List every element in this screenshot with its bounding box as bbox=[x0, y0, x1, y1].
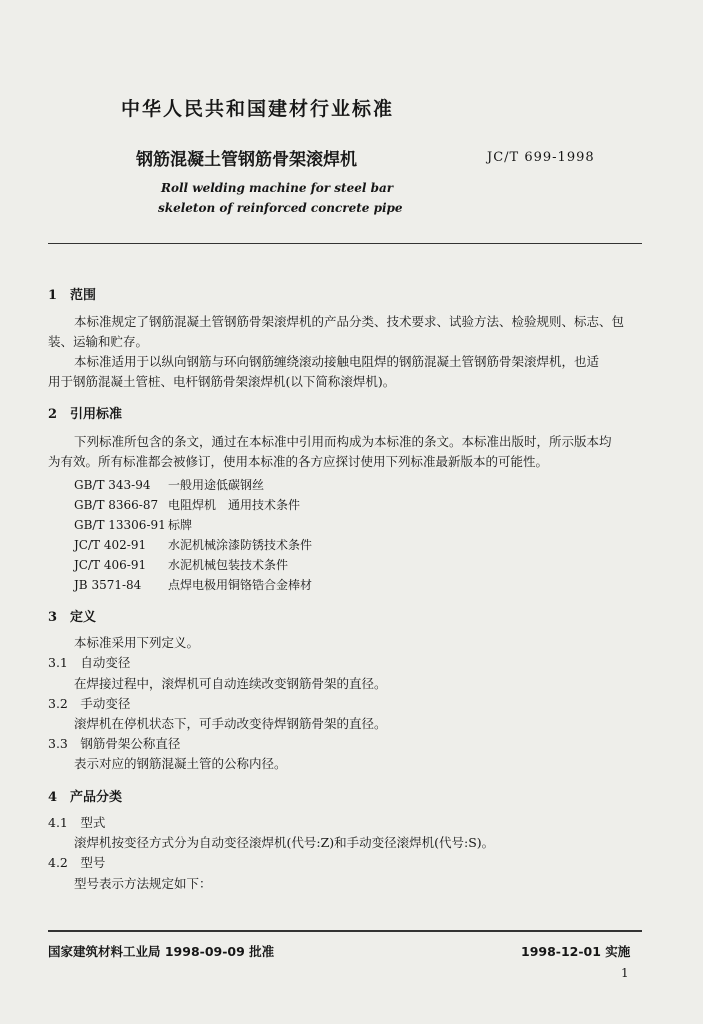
section-1-para-2-line-1: 本标准适用于以纵向钢筋与环向钢筋缠绕滚动接触电阻焊的钢筋混凝土管钢筋骨架滚焊机，也适 bbox=[74, 354, 600, 369]
reference-item bbox=[74, 476, 264, 493]
section-2-heading: 2 引用标准 bbox=[48, 407, 123, 422]
section-2-para-line-2: 为有效。所有标准都会被修订，使用本标准的各方应探讨使用下列标准最新版本的可能性。 bbox=[48, 454, 549, 469]
section-3-intro: 本标准采用下列定义。 bbox=[74, 635, 200, 650]
reference-code: GB/T 8366-87 bbox=[74, 498, 159, 512]
clause-4-2-heading: 4.2 型号 bbox=[48, 855, 106, 870]
effective-date: 1998-12-01 实施 bbox=[521, 944, 631, 959]
page-number: 1 bbox=[621, 966, 629, 980]
footer-divider bbox=[48, 930, 642, 932]
definition-3-1-heading: 3.1 自动变径 bbox=[48, 655, 131, 670]
reference-code: GB/T 343-94 bbox=[74, 478, 151, 492]
reference-item bbox=[74, 496, 300, 513]
reference-item bbox=[74, 516, 192, 533]
header-divider bbox=[48, 243, 642, 244]
reference-code: JB 3571-84 bbox=[74, 578, 142, 592]
doc-title-cn: 钢筋混凝土管钢筋骨架滚焊机 bbox=[136, 150, 357, 170]
reference-item bbox=[74, 576, 312, 593]
approval-line: 国家建筑材料工业局 1998-09-09 批准 bbox=[48, 944, 275, 959]
standard-number: JC/T 699-1998 bbox=[487, 150, 595, 165]
reference-title: 电阻焊机 通用技术条件 bbox=[168, 498, 301, 512]
reference-title: 水泥机械包装技术条件 bbox=[168, 558, 289, 572]
reference-code: JC/T 402-91 bbox=[74, 538, 147, 552]
reference-code: JC/T 406-91 bbox=[74, 558, 147, 572]
section-1-heading: 1 范围 bbox=[48, 288, 97, 303]
definition-3-1-text: 在焊接过程中，滚焊机可自动连续改变钢筋骨架的直径。 bbox=[74, 676, 387, 691]
reference-title: 一般用途低碳钢丝 bbox=[168, 478, 265, 492]
reference-title: 标牌 bbox=[168, 518, 193, 532]
reference-item bbox=[74, 536, 312, 553]
clause-4-1-heading: 4.1 型式 bbox=[48, 815, 106, 830]
definition-3-2-text: 滚焊机在停机状态下，可手动改变待焊钢筋骨架的直径。 bbox=[74, 716, 387, 731]
section-3-heading: 3 定义 bbox=[48, 610, 97, 625]
section-1-para-1-line-2: 装、运输和贮存。 bbox=[48, 334, 149, 349]
definition-3-3-text: 表示对应的钢筋混凝土管的公称内径。 bbox=[74, 756, 287, 771]
definition-3-2-heading: 3.2 手动变径 bbox=[48, 696, 131, 711]
doc-title-en-line2: skeleton of reinforced concrete pipe bbox=[158, 201, 403, 215]
definition-3-3-heading: 3.3 钢筋骨架公称直径 bbox=[48, 736, 181, 751]
clause-4-2-text: 型号表示方法规定如下： bbox=[74, 876, 212, 891]
section-2-para-line-1: 下列标准所包含的条文，通过在本标准中引用而构成为本标准的条文。本标准出版时，所示版本均 bbox=[74, 434, 612, 449]
org-title: 中华人民共和国建材行业标准 bbox=[121, 98, 395, 120]
reference-title: 水泥机械涂漆防锈技术条件 bbox=[168, 538, 313, 552]
clause-4-1-text: 滚焊机按变径方式分为自动变径滚焊机(代号:Z)和手动变径滚焊机(代号:S)。 bbox=[74, 835, 495, 850]
reference-code: GB/T 13306-91 bbox=[74, 518, 166, 532]
section-4-heading: 4 产品分类 bbox=[48, 790, 123, 805]
section-1-para-2-line-2: 用于钢筋混凝土管桩、电杆钢筋骨架滚焊机(以下简称滚焊机)。 bbox=[48, 374, 396, 389]
reference-item bbox=[74, 556, 288, 573]
reference-title: 点焊电极用铜铬锆合金棒材 bbox=[168, 578, 313, 592]
doc-title-en-line1: Roll welding machine for steel bar bbox=[161, 181, 394, 195]
section-1-para-1-line-1: 本标准规定了钢筋混凝土管钢筋骨架滚焊机的产品分类、技术要求、试验方法、检验规则、标志、包 bbox=[74, 314, 625, 329]
